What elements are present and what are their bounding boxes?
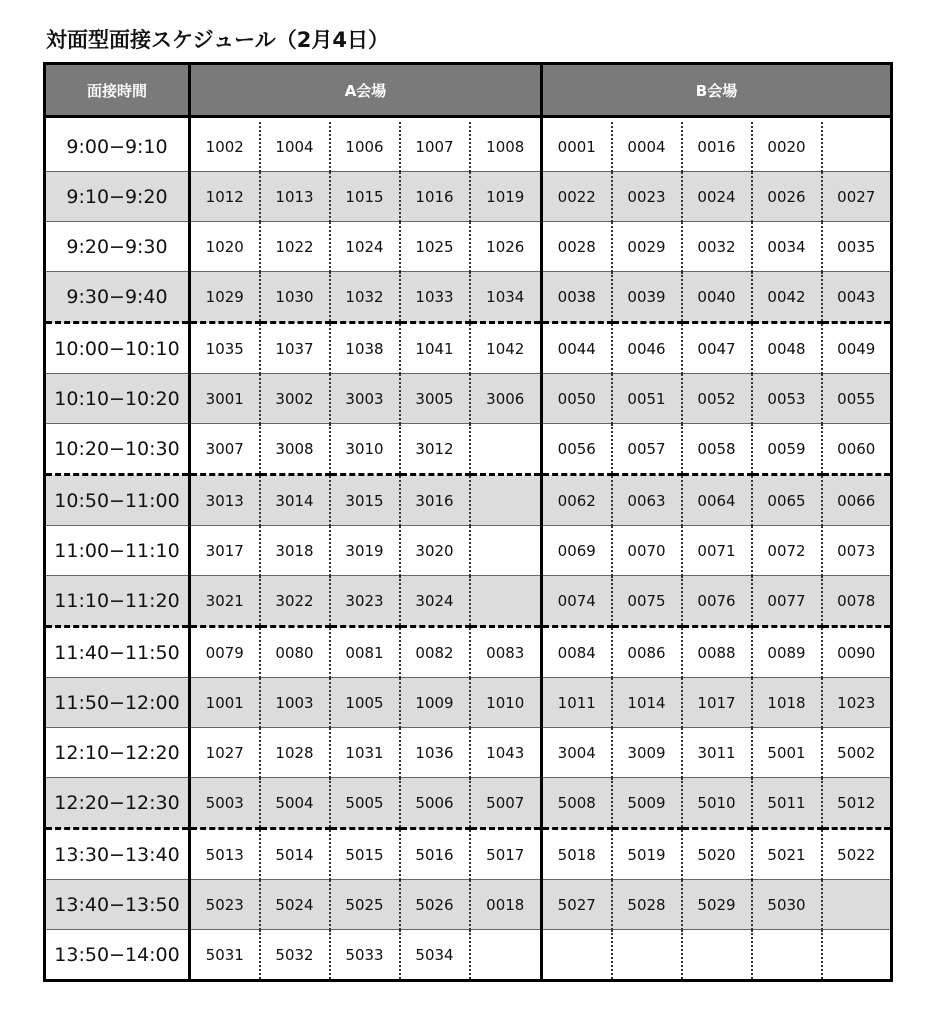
venue-b-id-cell: 0048: [752, 323, 822, 374]
venue-a-id-cell: 5007: [470, 778, 542, 829]
header-venue-a: A会場: [190, 64, 542, 117]
time-slot: 13:40−13:50: [45, 880, 190, 930]
venue-a-id-cell: 3014: [260, 475, 330, 526]
venue-a-id-cell: 3019: [330, 526, 400, 576]
venue-a-id-cell: [470, 475, 542, 526]
venue-b-id-cell: 1017: [682, 678, 752, 728]
venue-b-id-cell: 0088: [682, 627, 752, 678]
venue-b-id-cell: 0001: [542, 122, 612, 172]
table-row: [45, 880, 892, 930]
time-slot: 13:30−13:40: [45, 829, 190, 880]
venue-b-id-cell: [822, 930, 892, 981]
venue-b-id-cell: 0089: [752, 627, 822, 678]
venue-b-id-cell: 5029: [682, 880, 752, 930]
venue-b-id-cell: 5001: [752, 728, 822, 778]
venue-a-id-cell: 3018: [260, 526, 330, 576]
venue-a-id-cell: 1016: [400, 172, 470, 222]
time-slot: 10:50−11:00: [45, 475, 190, 526]
venue-b-id-cell: 0052: [682, 374, 752, 424]
venue-b-id-cell: 0020: [752, 122, 822, 172]
venue-b-id-cell: 0063: [612, 475, 682, 526]
header-venue-b: B会場: [542, 64, 892, 117]
venue-a-id-cell: 3021: [190, 576, 260, 627]
time-slot: 9:00−9:10: [45, 122, 190, 172]
venue-a-id-cell: [470, 526, 542, 576]
venue-a-id-cell: 0080: [260, 627, 330, 678]
venue-a-id-cell: 5032: [260, 930, 330, 981]
venue-a-id-cell: 3003: [330, 374, 400, 424]
venue-a-id-cell: 0083: [470, 627, 542, 678]
venue-a-id-cell: 3006: [470, 374, 542, 424]
venue-b-id-cell: 0075: [612, 576, 682, 627]
venue-a-id-cell: 5014: [260, 829, 330, 880]
venue-a-id-cell: 1042: [470, 323, 542, 374]
venue-b-id-cell: 0050: [542, 374, 612, 424]
venue-a-id-cell: 5025: [330, 880, 400, 930]
venue-b-id-cell: 3009: [612, 728, 682, 778]
venue-b-id-cell: 5008: [542, 778, 612, 829]
venue-b-id-cell: 5002: [822, 728, 892, 778]
venue-b-id-cell: 0078: [822, 576, 892, 627]
time-slot: 10:10−10:20: [45, 374, 190, 424]
venue-b-id-cell: 0046: [612, 323, 682, 374]
venue-a-id-cell: 1010: [470, 678, 542, 728]
venue-b-id-cell: [682, 930, 752, 981]
venue-a-id-cell: 1015: [330, 172, 400, 222]
venue-a-id-cell: 5004: [260, 778, 330, 829]
venue-a-id-cell: 5006: [400, 778, 470, 829]
page-title: 対面型面接スケジュール（2月4日）: [46, 28, 389, 52]
venue-a-id-cell: 1008: [470, 122, 542, 172]
venue-a-id-cell: 5003: [190, 778, 260, 829]
venue-a-id-cell: 5034: [400, 930, 470, 981]
venue-a-id-cell: 3012: [400, 424, 470, 475]
venue-a-id-cell: 3024: [400, 576, 470, 627]
venue-a-id-cell: 1004: [260, 122, 330, 172]
time-slot: 10:20−10:30: [45, 424, 190, 475]
venue-a-id-cell: 1001: [190, 678, 260, 728]
venue-a-id-cell: 1030: [260, 272, 330, 323]
venue-b-id-cell: 0004: [612, 122, 682, 172]
venue-a-id-cell: 1005: [330, 678, 400, 728]
venue-b-id-cell: 0069: [542, 526, 612, 576]
venue-b-id-cell: 0027: [822, 172, 892, 222]
venue-b-id-cell: 5011: [752, 778, 822, 829]
venue-a-id-cell: 3020: [400, 526, 470, 576]
table-row: [45, 526, 892, 576]
venue-b-id-cell: 1018: [752, 678, 822, 728]
venue-a-id-cell: 1006: [330, 122, 400, 172]
venue-b-id-cell: 0023: [612, 172, 682, 222]
venue-a-id-cell: 5033: [330, 930, 400, 981]
table-row: [45, 576, 892, 627]
table-row: [45, 323, 892, 374]
time-slot: 12:10−12:20: [45, 728, 190, 778]
table-row: [45, 728, 892, 778]
venue-b-id-cell: 0057: [612, 424, 682, 475]
time-slot: 11:00−11:10: [45, 526, 190, 576]
venue-b-id-cell: 0074: [542, 576, 612, 627]
venue-b-id-cell: 0090: [822, 627, 892, 678]
venue-b-id-cell: 0066: [822, 475, 892, 526]
venue-b-id-cell: [542, 930, 612, 981]
venue-b-id-cell: 5028: [612, 880, 682, 930]
time-slot: 11:40−11:50: [45, 627, 190, 678]
venue-b-id-cell: 0060: [822, 424, 892, 475]
time-slot: 11:50−12:00: [45, 678, 190, 728]
venue-a-id-cell: 1038: [330, 323, 400, 374]
venue-b-id-cell: 0044: [542, 323, 612, 374]
venue-a-id-cell: 1036: [400, 728, 470, 778]
venue-a-id-cell: 1019: [470, 172, 542, 222]
venue-b-id-cell: 3011: [682, 728, 752, 778]
venue-b-id-cell: 0028: [542, 222, 612, 272]
venue-a-id-cell: 1002: [190, 122, 260, 172]
table-row: [45, 374, 892, 424]
table-row: [45, 627, 892, 678]
venue-a-id-cell: 1034: [470, 272, 542, 323]
venue-a-id-cell: 3016: [400, 475, 470, 526]
venue-b-id-cell: 0064: [682, 475, 752, 526]
venue-a-id-cell: 3008: [260, 424, 330, 475]
venue-b-id-cell: 0070: [612, 526, 682, 576]
venue-a-id-cell: 1020: [190, 222, 260, 272]
venue-a-id-cell: 1003: [260, 678, 330, 728]
venue-a-id-cell: 5005: [330, 778, 400, 829]
venue-b-id-cell: 0034: [752, 222, 822, 272]
venue-a-id-cell: 1025: [400, 222, 470, 272]
venue-b-id-cell: 3004: [542, 728, 612, 778]
venue-a-id-cell: [470, 930, 542, 981]
venue-b-id-cell: 5022: [822, 829, 892, 880]
venue-a-id-cell: 1028: [260, 728, 330, 778]
venue-b-id-cell: 5020: [682, 829, 752, 880]
venue-b-id-cell: 0016: [682, 122, 752, 172]
venue-b-id-cell: 0065: [752, 475, 822, 526]
venue-b-id-cell: 0058: [682, 424, 752, 475]
venue-a-id-cell: 5024: [260, 880, 330, 930]
venue-a-id-cell: 1032: [330, 272, 400, 323]
venue-a-id-cell: 0081: [330, 627, 400, 678]
venue-a-id-cell: 3013: [190, 475, 260, 526]
venue-a-id-cell: 3007: [190, 424, 260, 475]
venue-a-id-cell: 3010: [330, 424, 400, 475]
venue-b-id-cell: 0053: [752, 374, 822, 424]
venue-b-id-cell: 0022: [542, 172, 612, 222]
venue-a-id-cell: 0079: [190, 627, 260, 678]
venue-a-id-cell: 5031: [190, 930, 260, 981]
venue-b-id-cell: 0076: [682, 576, 752, 627]
table-row: [45, 778, 892, 829]
venue-a-id-cell: 1043: [470, 728, 542, 778]
venue-b-id-cell: 0056: [542, 424, 612, 475]
venue-b-id-cell: 5009: [612, 778, 682, 829]
venue-b-id-cell: 5019: [612, 829, 682, 880]
table-row: [45, 829, 892, 880]
table-row: [45, 172, 892, 222]
venue-a-id-cell: 1024: [330, 222, 400, 272]
time-slot: 9:10−9:20: [45, 172, 190, 222]
venue-b-id-cell: 0072: [752, 526, 822, 576]
table-row: [45, 272, 892, 323]
venue-b-id-cell: 0047: [682, 323, 752, 374]
schedule-table: [43, 62, 893, 982]
table-row: [45, 930, 892, 981]
venue-a-id-cell: 1037: [260, 323, 330, 374]
venue-b-id-cell: 0040: [682, 272, 752, 323]
venue-a-id-cell: 5016: [400, 829, 470, 880]
venue-b-id-cell: [822, 880, 892, 930]
venue-b-id-cell: 5018: [542, 829, 612, 880]
venue-a-id-cell: 1035: [190, 323, 260, 374]
venue-a-id-cell: 5015: [330, 829, 400, 880]
venue-b-id-cell: 0043: [822, 272, 892, 323]
venue-a-id-cell: 1031: [330, 728, 400, 778]
venue-b-id-cell: 5030: [752, 880, 822, 930]
venue-b-id-cell: 0049: [822, 323, 892, 374]
venue-a-id-cell: 3023: [330, 576, 400, 627]
venue-a-id-cell: 3002: [260, 374, 330, 424]
venue-b-id-cell: 5027: [542, 880, 612, 930]
venue-a-id-cell: 0082: [400, 627, 470, 678]
venue-a-id-cell: 3001: [190, 374, 260, 424]
time-slot: 12:20−12:30: [45, 778, 190, 829]
venue-a-id-cell: 1033: [400, 272, 470, 323]
venue-a-id-cell: [470, 576, 542, 627]
venue-b-id-cell: 1011: [542, 678, 612, 728]
venue-b-id-cell: 0073: [822, 526, 892, 576]
venue-a-id-cell: 1012: [190, 172, 260, 222]
table-row: [45, 678, 892, 728]
venue-b-id-cell: 0051: [612, 374, 682, 424]
venue-b-id-cell: 5021: [752, 829, 822, 880]
venue-a-id-cell: 5017: [470, 829, 542, 880]
time-slot: 10:00−10:10: [45, 323, 190, 374]
time-slot: 13:50−14:00: [45, 930, 190, 981]
venue-b-id-cell: 5012: [822, 778, 892, 829]
venue-a-id-cell: 1022: [260, 222, 330, 272]
venue-a-id-cell: 1041: [400, 323, 470, 374]
venue-a-id-cell: 5013: [190, 829, 260, 880]
venue-b-id-cell: 0086: [612, 627, 682, 678]
venue-b-id-cell: 0026: [752, 172, 822, 222]
venue-b-id-cell: 0077: [752, 576, 822, 627]
venue-b-id-cell: 0055: [822, 374, 892, 424]
venue-b-id-cell: [752, 930, 822, 981]
venue-b-id-cell: 0035: [822, 222, 892, 272]
venue-a-id-cell: 3022: [260, 576, 330, 627]
venue-b-id-cell: 0084: [542, 627, 612, 678]
venue-b-id-cell: 0038: [542, 272, 612, 323]
venue-a-id-cell: 1009: [400, 678, 470, 728]
venue-a-id-cell: 1029: [190, 272, 260, 323]
table-row: [45, 475, 892, 526]
venue-a-id-cell: 3005: [400, 374, 470, 424]
schedule-body: [45, 122, 892, 981]
time-slot: 11:10−11:20: [45, 576, 190, 627]
venue-a-id-cell: 5023: [190, 880, 260, 930]
venue-a-id-cell: 1027: [190, 728, 260, 778]
time-slot: 9:30−9:40: [45, 272, 190, 323]
header-row: [45, 64, 892, 117]
table-row: [45, 424, 892, 475]
venue-b-id-cell: 0024: [682, 172, 752, 222]
venue-a-id-cell: 1026: [470, 222, 542, 272]
table-row: [45, 222, 892, 272]
venue-b-id-cell: 0042: [752, 272, 822, 323]
table-row: [45, 122, 892, 172]
venue-b-id-cell: 0039: [612, 272, 682, 323]
venue-b-id-cell: [822, 122, 892, 172]
venue-b-id-cell: 0029: [612, 222, 682, 272]
venue-a-id-cell: 5026: [400, 880, 470, 930]
venue-b-id-cell: 0062: [542, 475, 612, 526]
header-time: 面接時間: [45, 64, 190, 117]
venue-b-id-cell: 1023: [822, 678, 892, 728]
venue-b-id-cell: 5010: [682, 778, 752, 829]
venue-b-id-cell: 0071: [682, 526, 752, 576]
venue-b-id-cell: 1014: [612, 678, 682, 728]
venue-a-id-cell: 3017: [190, 526, 260, 576]
venue-b-id-cell: 0032: [682, 222, 752, 272]
venue-a-id-cell: 3015: [330, 475, 400, 526]
venue-a-id-cell: 1007: [400, 122, 470, 172]
venue-a-id-cell: [470, 424, 542, 475]
venue-a-id-cell: 0018: [470, 880, 542, 930]
venue-b-id-cell: [612, 930, 682, 981]
venue-a-id-cell: 1013: [260, 172, 330, 222]
venue-b-id-cell: 0059: [752, 424, 822, 475]
time-slot: 9:20−9:30: [45, 222, 190, 272]
